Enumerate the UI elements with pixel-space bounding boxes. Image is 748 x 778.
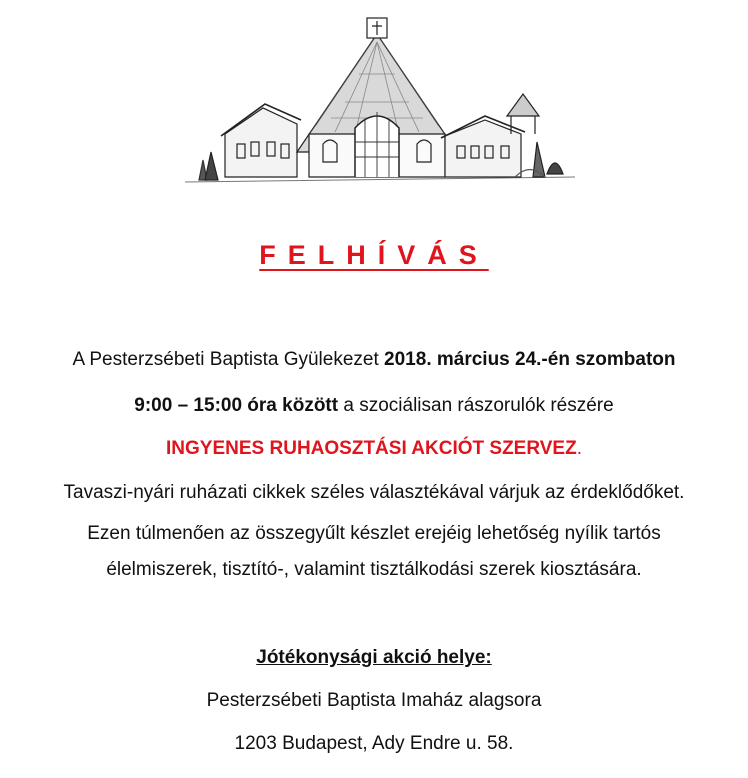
intro-line-2	[0, 394, 748, 418]
page-title: FELHÍVÁS	[259, 240, 489, 270]
organizer-text: A Pesterzsébeti Baptista Gyülekezet	[72, 349, 385, 370]
event-date: 2018. március 24.-én szombaton	[384, 349, 676, 370]
location-heading: Jótékonysági akció helye:	[256, 647, 492, 668]
church-drawing-icon	[185, 12, 575, 192]
period: .	[576, 438, 582, 459]
location-place: Pesterzsébeti Baptista Imaház alagsora	[206, 690, 542, 711]
location-label	[0, 646, 748, 670]
intro-line-1	[0, 348, 748, 372]
extra-info-line-2: élelmiszerek, tisztító-, valamint tisztálkodási szerek kiosztására.	[106, 559, 642, 580]
location-address: 1203 Budapest, Ady Endre u. 58.	[234, 733, 514, 754]
audience-text: a szociálisan rászorulók részére	[338, 395, 614, 416]
event-time: 9:00 – 15:00 óra között	[134, 395, 339, 416]
extra-info-line-1: Ezen túlmenően az összegyűlt készlet erejéig lehetőség nyílik tartós	[87, 523, 661, 544]
intro-line-3	[0, 437, 748, 461]
event-highlight: INGYENES RUHAOSZTÁSI AKCIÓT SZERVEZ	[166, 438, 577, 459]
offer-text: Tavaszi-nyári ruházati cikkek széles választékával várjuk az érdeklődőket.	[63, 482, 685, 503]
